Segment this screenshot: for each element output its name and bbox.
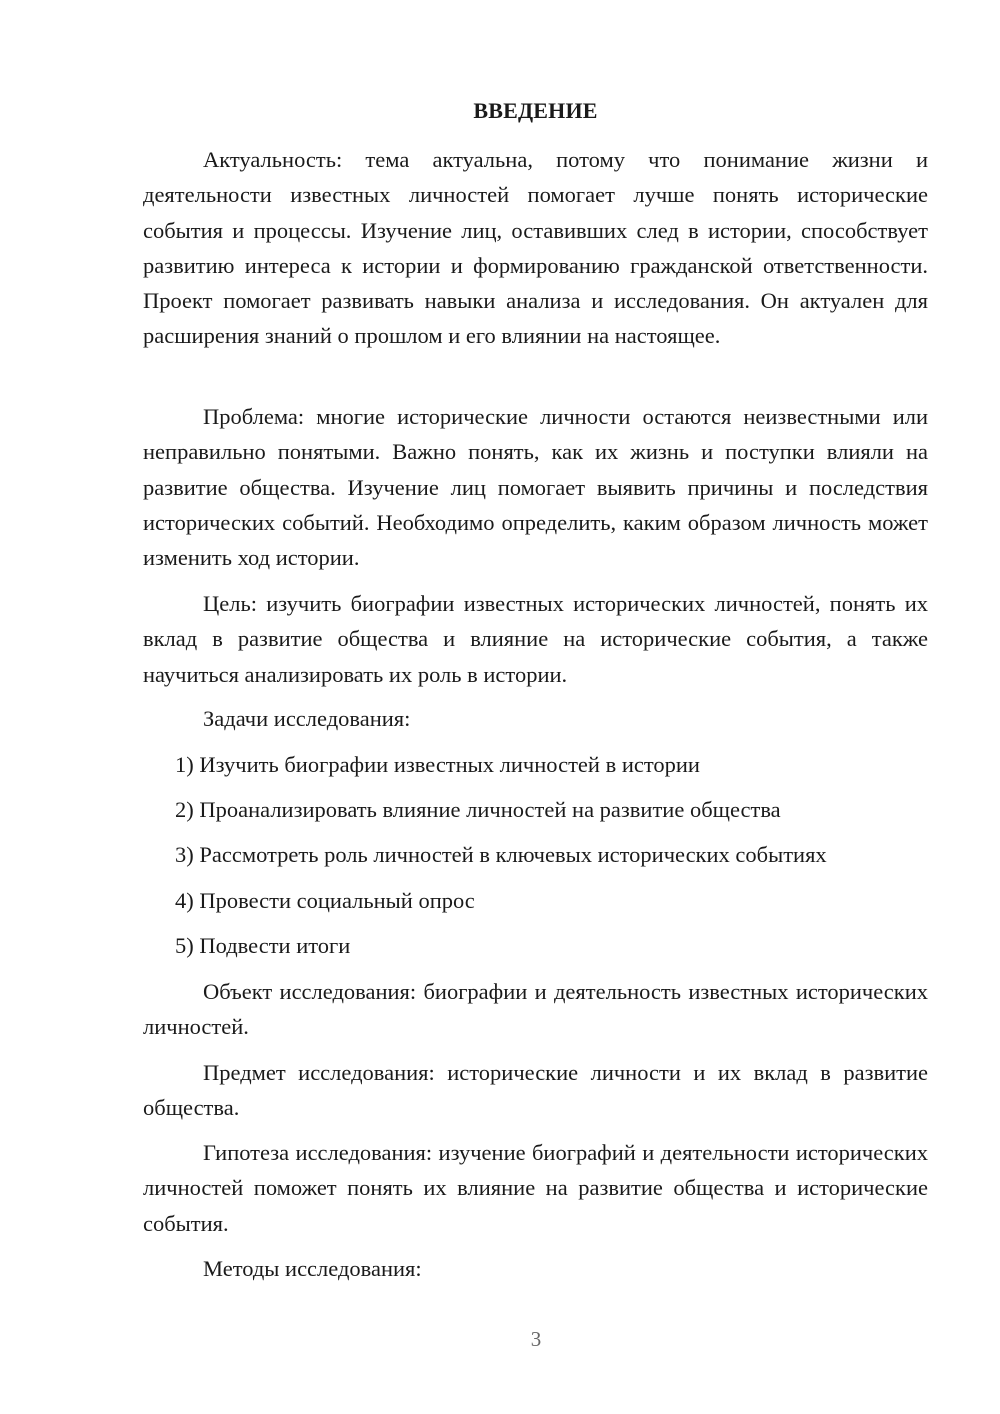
- methods-heading: Методы исследования:: [203, 1256, 422, 1281]
- section-title: ВВЕДЕНИЕ: [473, 98, 598, 123]
- hypothesis-paragraph: Гипотеза исследования: изучение биографий и деятельности исторических личностей поможет понять их влияние на развитие общества и исторические события.: [143, 1140, 928, 1236]
- task-list-item: 2) Проанализировать влияние личностей на развитие общества: [175, 797, 781, 822]
- subject-paragraph: Предмет исследования: исторические личности и их вклад в развитие общества.: [143, 1060, 928, 1121]
- page-number: 3: [530, 1327, 542, 1351]
- task-list-item: 4) Провести социальный опрос: [175, 888, 475, 913]
- problem-paragraph: Проблема: многие исторические личности остаются неизвестными или неправильно понятыми. Важно понять, как их жизнь и поступки влияли на развитие общества. Изучение лиц помогает выявить причины и последствия исторических событий. Необходимо определить, каким образом личность может изменить ход истории.: [143, 404, 928, 571]
- task-list-item: 1) Изучить биографии известных личностей в истории: [175, 752, 700, 777]
- relevance-paragraph: Актуальность: тема актуальна, потому что понимание жизни и деятельности известных личностей помогает лучше понять исторические события и процессы. Изучение лиц, оставивших след в истории, способствует развитию интереса к истории и формированию гражданской ответственности. Проект помогает развивать навыки анализа и исследования. Он актуален для расширения знаний о прошлом и его влиянии на настоящее.: [143, 147, 928, 349]
- object-paragraph: Объект исследования: биографии и деятельность известных исторических личностей.: [143, 979, 928, 1040]
- tasks-heading: Задачи исследования:: [203, 706, 411, 731]
- task-list-item: 3) Рассмотреть роль личностей в ключевых исторических событиях: [175, 842, 827, 867]
- task-list-item: 5) Подвести итоги: [175, 933, 351, 958]
- goal-paragraph: Цель: изучить биографии известных исторических личностей, понять их вклад в развитие общества и влияние на исторические события, а также научиться анализировать их роль в истории.: [143, 591, 928, 687]
